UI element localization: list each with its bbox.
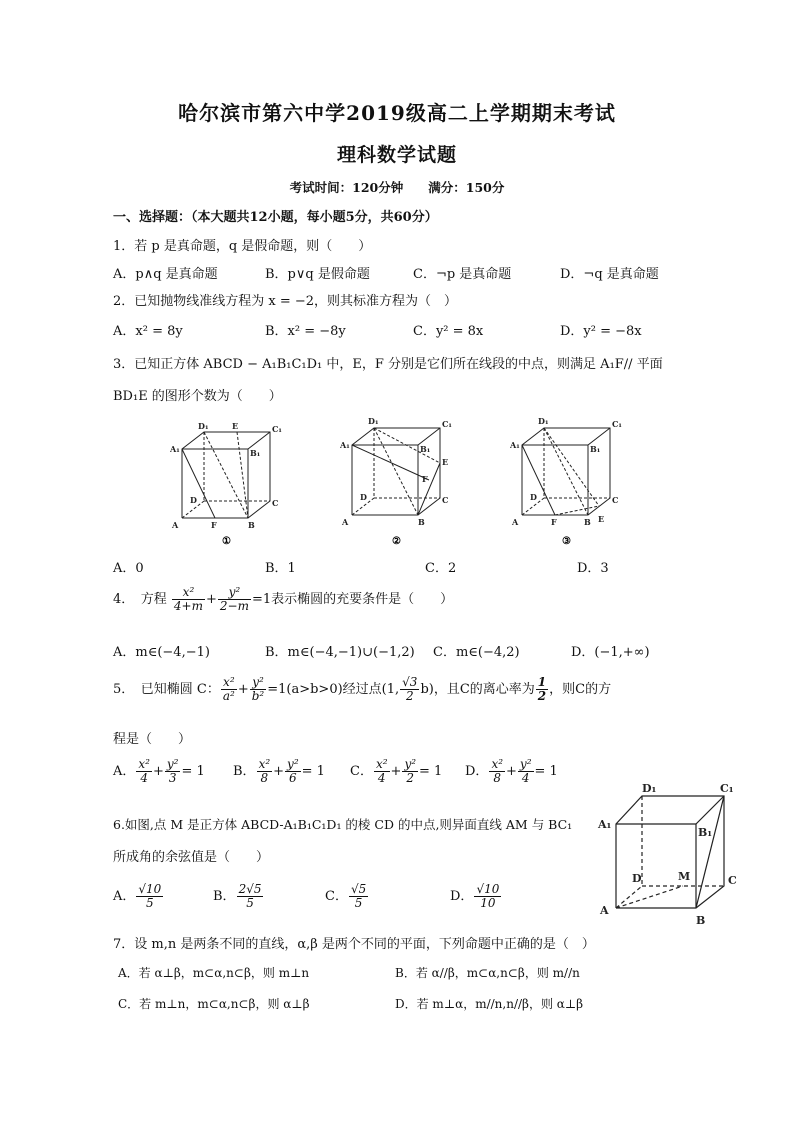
q6-option-c: C． $\frac{√5}{5}$ — [325, 882, 367, 911]
q7-option-b: B．若 α//β，m⊂α,n⊂β，则 m//n — [395, 966, 580, 980]
q3-figure-3 — [510, 410, 630, 550]
label-B1: B₁ — [250, 448, 261, 458]
q6-option-a: A． $\frac{√10}{5}$ — [113, 882, 162, 911]
label-C1: C₁ — [272, 424, 282, 434]
label-E: E — [232, 421, 239, 431]
section-heading: 一、选择题：（本大题共12小题，每小题5分，共60分） — [113, 210, 438, 225]
label-C: C — [728, 874, 737, 887]
q1-option-d: D．¬q 是真命题 — [560, 267, 659, 282]
q3-option-a: A．0 — [113, 561, 144, 576]
label-D1: D₁ — [642, 782, 657, 795]
q4-option-b: B．m∈(−4,−1)∪(−1,2) — [265, 645, 415, 660]
q7-option-a: A．若 α⊥β，m⊂α,n⊂β，则 m⊥n — [118, 966, 310, 980]
question-6-stem-line1: 6.如图,点 M 是正方体 ABCD-A₁B₁C₁D₁ 的棱 CD 的中点,则异面直线 AM 与 BC₁ — [113, 817, 573, 832]
question-5-stem-line1: 5． 已知椭圆 C： $\frac{\text{x²}}{\text{a²}}$ + $\frac{\text{y²}}{\text{b²}}$ =1(a>b>0)经过点(1, $\frac{√3}{2}$ b)，且C的离心率为 $\frac{1}{2}$ ，则C的方 — [113, 675, 612, 704]
question-5-stem-line2: 程是（ ） — [113, 732, 192, 747]
question-7-stem: 7．设 m,n 是两条不同的直线，α,β 是两个不同的平面，下列命题中正确的是（ ） — [113, 937, 595, 952]
label-D1: D₁ — [368, 416, 379, 426]
label-A: A — [512, 517, 519, 527]
exam-info: 考试时间：120分钟 满分：150分 — [289, 180, 505, 195]
question-3-stem-line2: BD₁E 的图形个数为（ ） — [113, 389, 282, 404]
figure-3-label: ③ — [562, 536, 571, 547]
label-D: D — [632, 872, 642, 885]
label-C1: C₁ — [720, 782, 734, 795]
label-E: E — [598, 514, 605, 524]
q3-option-d: D．3 — [577, 561, 609, 576]
q3-figure-2 — [340, 410, 460, 550]
label-C: C — [442, 495, 449, 505]
label-B: B — [248, 520, 255, 530]
q3-option-b: B．1 — [265, 561, 296, 576]
label-B1: B₁ — [420, 444, 431, 454]
figure-2-label: ② — [392, 536, 401, 547]
label-C1: C₁ — [442, 419, 452, 429]
q1-option-c: C．¬p 是真命题 — [413, 267, 512, 282]
figure-1-label: ① — [222, 536, 231, 547]
label-D1: D₁ — [198, 421, 209, 431]
q2-option-d: D．y² = −8x — [560, 324, 642, 339]
q5-option-c: C． $\frac{\text{x²}}{4}$ + $\frac{\text{y²}}{2}$ = 1 — [350, 757, 443, 786]
q5-option-d: D． $\frac{\text{x²}}{8}$ + $\frac{\text{y²}}{4}$ = 1 — [465, 757, 558, 786]
q6-cube-figure — [596, 778, 746, 928]
label-B1: B₁ — [590, 444, 601, 454]
q5-option-a: A． $\frac{\text{x²}}{4}$ + $\frac{\text{y²}}{3}$ = 1 — [113, 757, 205, 786]
question-3-stem-line1: 3．已知正方体 ABCD − A₁B₁C₁D₁ 中，E，F 分别是它们所在线段的中点，则满足 A₁F// 平面 — [113, 357, 663, 372]
label-D: D — [530, 492, 537, 502]
label-B: B — [584, 517, 591, 527]
question-2-stem: 2．已知抛物线准线方程为 x = −2，则其标准方程为（ ） — [113, 294, 458, 309]
label-D: D — [190, 495, 197, 505]
label-C1: C₁ — [612, 419, 622, 429]
q1-option-a: A．p∧q 是真命题 — [113, 267, 218, 282]
q1-option-b: B．p∨q 是假命题 — [265, 267, 370, 282]
q7-option-d: D．若 m⊥α，m//n,n//β，则 α⊥β — [395, 997, 584, 1011]
q5-option-b: B． $\frac{\text{x²}}{8}$ + $\frac{\text{y²}}{6}$ = 1 — [233, 757, 325, 786]
label-A: A — [172, 520, 179, 530]
q7-option-c: C．若 m⊥n，m⊂α,n⊂β，则 α⊥β — [118, 997, 310, 1011]
q6-option-d: D． $\frac{√10}{10}$ — [450, 882, 500, 911]
label-A1: A₁ — [510, 440, 520, 450]
exam-title: 哈尔滨市第六中学2019级高二上学期期末考试 — [178, 101, 616, 125]
label-A1: A₁ — [340, 440, 350, 450]
q3-figure-1 — [170, 418, 290, 548]
question-6-stem-line2: 所成角的余弦值是（ ） — [113, 850, 270, 865]
label-D: D — [360, 492, 367, 502]
q2-option-c: C．y² = 8x — [413, 324, 484, 339]
question-4-stem: 4． 方程 $\frac{\text{x²}}{4+m}$ + $\frac{\text{y²}}{2-m}$ =1表示椭圆的充要条件是（ ） — [113, 585, 454, 614]
label-E: E — [442, 457, 449, 467]
label-F: F — [422, 474, 428, 484]
q4-option-a: A．m∈(−4,−1) — [113, 645, 210, 660]
label-M: M — [678, 870, 691, 883]
label-B: B — [418, 517, 425, 527]
label-D1: D₁ — [538, 416, 549, 426]
label-F: F — [211, 520, 217, 530]
label-A1: A₁ — [170, 444, 180, 454]
label-A: A — [342, 517, 349, 527]
question-1-stem: 1．若 p 是真命题，q 是假命题，则（ ） — [113, 239, 372, 254]
q6-option-b: B． $\frac{2√5}{5}$ — [213, 882, 262, 911]
q4-option-d: D．(−1,+∞) — [571, 645, 650, 660]
q3-option-c: C．2 — [425, 561, 457, 576]
q2-option-b: B．x² = −8y — [265, 324, 346, 339]
label-C: C — [612, 495, 619, 505]
q2-option-a: A．x² = 8y — [113, 324, 183, 339]
label-B1: B₁ — [698, 826, 713, 839]
label-A1: A₁ — [598, 818, 612, 831]
label-A: A — [600, 904, 609, 917]
label-B: B — [696, 914, 706, 927]
q4-option-c: C．m∈(−4,2) — [433, 645, 520, 660]
label-C: C — [272, 498, 279, 508]
label-F: F — [551, 517, 557, 527]
exam-subtitle: 理科数学试题 — [336, 144, 457, 166]
